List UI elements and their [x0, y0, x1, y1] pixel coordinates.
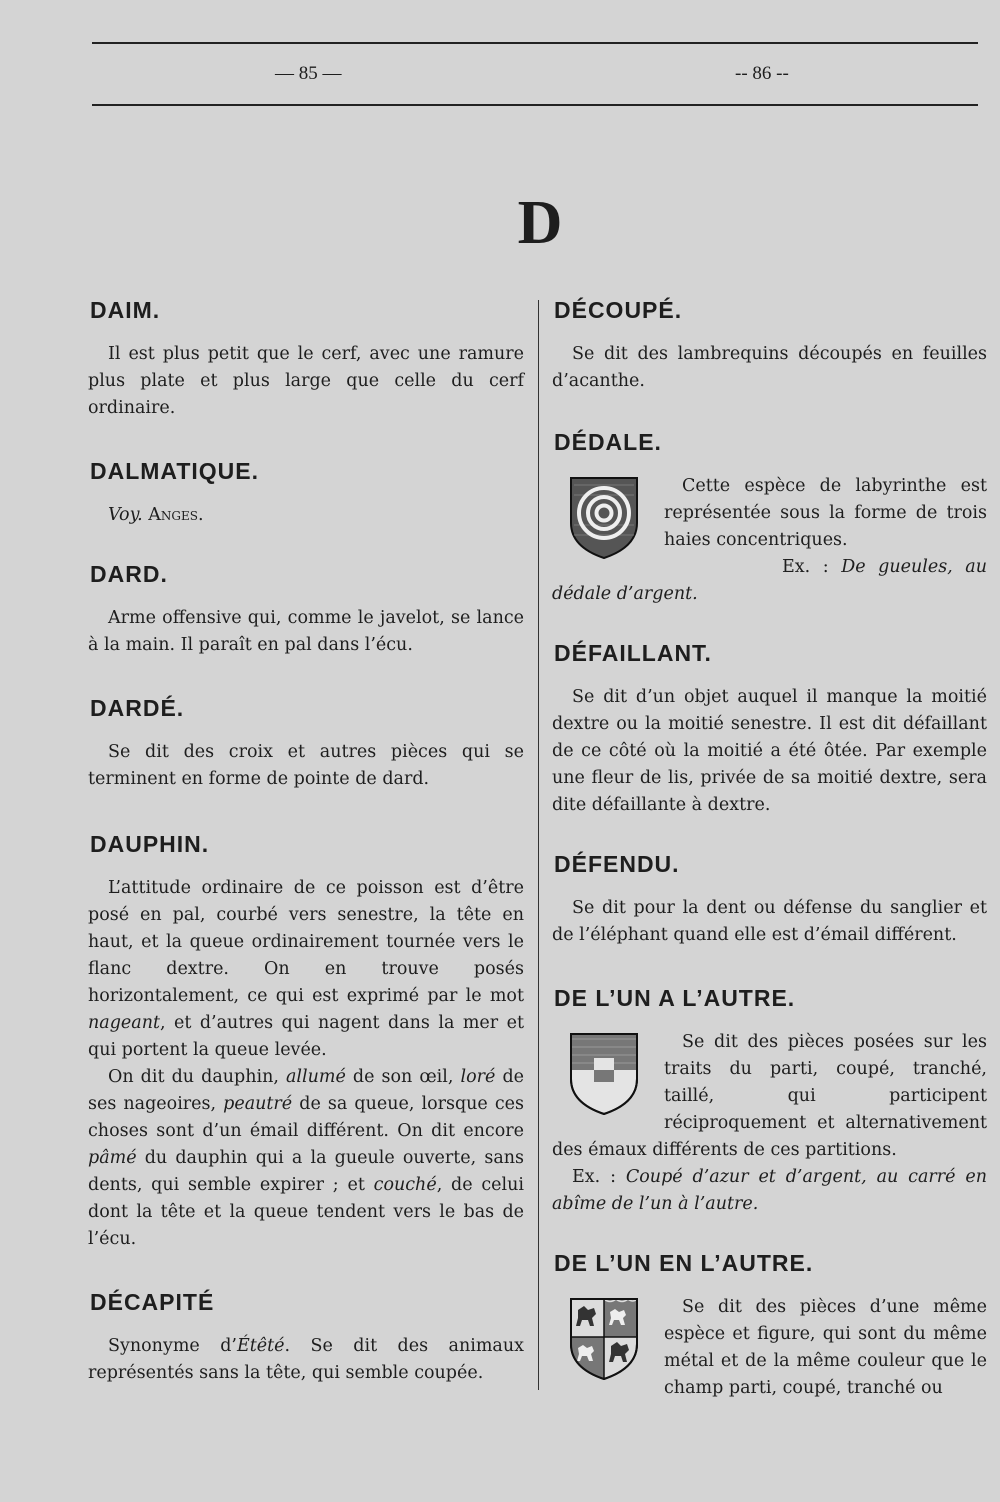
right-column	[552, 295, 987, 1402]
column-divider	[538, 300, 539, 1390]
un-a-autre-shield-image	[568, 1031, 652, 1123]
definition-paragraph-1: L’attitude ordinaire de ce poisson est d’être posé en pal, courbé vers senestre, la tête en haut, et la queue ordinairement tournée vers le flanc dextre. On en trouve posés horizontalement, ce qui est exprimé par le mot nageant, et d’autres qui nagent dans la mer et qui portent la queue levée.	[88, 878, 524, 1060]
headword: DÉDALE.	[554, 429, 662, 455]
definition: Il est plus petit que le cerf, avec une ramure plus plate et plus large que celle du cerf ordinaire.	[88, 344, 524, 418]
headword: DARDÉ.	[90, 695, 185, 721]
voy-label: Voy.	[108, 505, 143, 525]
headword: DÉFAILLANT.	[554, 640, 712, 666]
counterchanged-shield-icon	[568, 1031, 640, 1117]
entry-dalmatique	[88, 456, 524, 529]
headword: DAIM.	[90, 297, 161, 323]
left-page-number: — 85 —	[275, 63, 342, 84]
right-page-number: -- 86 --	[735, 63, 789, 84]
definition: Se dit des lambrequins découpés en feuilles d’acanthe.	[552, 344, 987, 391]
reference-target: Anges.	[148, 505, 204, 525]
entry-daim	[88, 295, 524, 422]
headword: DE L’UN A L’AUTRE.	[554, 985, 796, 1011]
example: Ex. : De gueules, au dédale d’argent.	[552, 557, 987, 604]
labyrinth-shield-icon	[568, 475, 640, 561]
entry-dauphin	[88, 829, 524, 1253]
headword: DÉCAPITÉ	[90, 1289, 215, 1315]
entry-dedale	[552, 427, 987, 608]
headword: DÉCOUPÉ.	[554, 297, 683, 323]
headword: DAUPHIN.	[90, 831, 210, 857]
section-letter: D	[517, 189, 563, 257]
headword: DE L’UN EN L’AUTRE.	[554, 1250, 814, 1276]
entry-defendu	[552, 849, 987, 949]
example: Ex. : Coupé d’azur et d’argent, au carré en abîme de l’un à l’autre.	[552, 1167, 987, 1214]
header-rule-bottom	[92, 104, 978, 106]
definition: Se dit d’un objet auquel il manque la moitié dextre ou la moitié senestre. Il est dit défaillant de ce côté où la moitié a été ôtée. Par exemple une fleur de lis, privée de sa moitié dextre, sera dite défaillante à dextre.	[552, 687, 987, 815]
dedale-shield-image	[568, 475, 652, 567]
definition-paragraph-2: On dit du dauphin, allumé de son œil, loré de ses nageoires, peautré de sa queue, lorsque ces choses sont d’un émail différent. On dit encore pâmé du dauphin qui a la gueule ouverte, sans dents, qui semble expirer ; et couché, de celui dont la tête et la queue tendent vers le bas de l’écu.	[88, 1067, 524, 1249]
headword: DALMATIQUE.	[90, 458, 260, 484]
definition: Cette espèce de labyrinthe est représentée sous la forme de trois haies concentriques.	[664, 476, 987, 550]
headword: DARD.	[90, 561, 168, 587]
entry-defaillant	[552, 638, 987, 819]
headword: DÉFENDU.	[554, 851, 680, 877]
entry-decoupe	[552, 295, 987, 395]
quartered-lion-shield-icon	[568, 1296, 640, 1382]
entry-darde	[88, 693, 524, 793]
entry-de-l-un-a-l-autre	[552, 983, 987, 1218]
definition: Arme offensive qui, comme le javelot, se lance à la main. Il paraît en pal dans l’écu.	[88, 608, 524, 655]
entry-dard	[88, 559, 524, 659]
definition: Se dit pour la dent ou défense du sanglier et de l’éléphant quand elle est d’émail différent.	[552, 898, 987, 945]
un-en-autre-shield-image	[568, 1296, 652, 1388]
definition: Se dit des pièces d’une même espèce et figure, qui sont du même métal et de la même couleur que le champ parti, coupé, tranché ou	[664, 1297, 987, 1398]
definition: Se dit des pièces posées sur les traits du parti, coupé, tranché, taillé, qui participent réciproquement et alternativement des émaux différents de ces partitions.	[552, 1032, 987, 1160]
left-column	[88, 295, 524, 1387]
definition: Synonyme d’Étêté. Se dit des animaux représentés sans la tête, qui semble coupée.	[88, 1336, 524, 1383]
entry-de-l-un-en-l-autre	[552, 1248, 987, 1402]
entry-decapite	[88, 1287, 524, 1387]
definition: Se dit des croix et autres pièces qui se terminent en forme de pointe de dard.	[88, 742, 524, 789]
header-rule-top	[92, 42, 978, 44]
cross-reference	[88, 502, 524, 529]
